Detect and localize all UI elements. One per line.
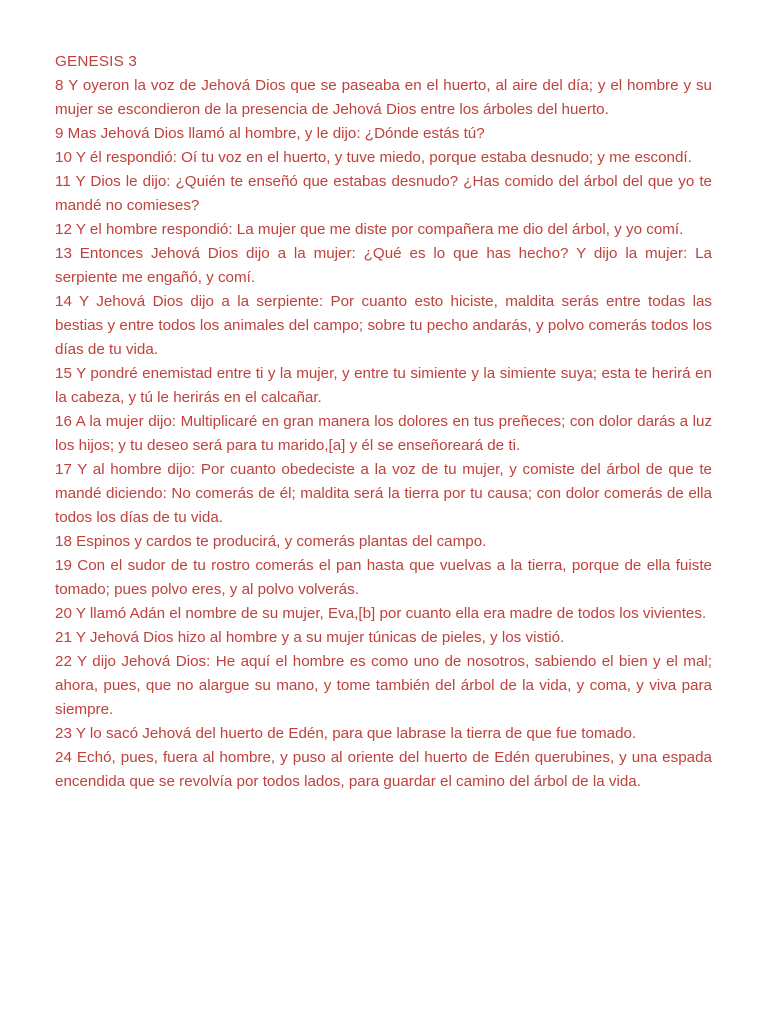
verse-13: 13 Entonces Jehová Dios dijo a la mujer: ¿Qué es lo que has hecho? Y dijo la mujer: La serpiente me engañó, y comí. <box>55 245 712 286</box>
verse-17: 17 Y al hombre dijo: Por cuanto obedeciste a la voz de tu mujer, y comiste del árbol de que te mandé diciendo: No comerás de él; maldita será la tierra por tu causa; con dolor comerás de ella todos los días de tu vida. <box>55 461 712 526</box>
verse-19: 19 Con el sudor de tu rostro comerás el pan hasta que vuelvas a la tierra, porque de ella fuiste tomado; pues polvo eres, y al polvo volverás. <box>55 557 712 598</box>
verse-21: 21 Y Jehová Dios hizo al hombre y a su mujer túnicas de pieles, y los vistió. <box>55 629 565 646</box>
document-page <box>55 50 712 794</box>
verse-18: 18 Espinos y cardos te producirá, y comerás plantas del campo. <box>55 533 487 550</box>
verse-15: 15 Y pondré enemistad entre ti y la mujer, y entre tu simiente y la simiente suya; esta te herirá en la cabeza, y tú le herirás en el calcañar. <box>55 365 712 406</box>
verse-14: 14 Y Jehová Dios dijo a la serpiente: Por cuanto esto hiciste, maldita serás entre todas las bestias y entre todos los animales del campo; sobre tu pecho andarás, y polvo comerás todos los días de tu vida. <box>55 293 712 358</box>
verse-24: 24 Echó, pues, fuera al hombre, y puso al oriente del huerto de Edén querubines, y una espada encendida que se revolvía por todos lados, para guardar el camino del árbol de la vida. <box>55 749 712 790</box>
verse-20: 20 Y llamó Adán el nombre de su mujer, Eva,[b] por cuanto ella era madre de todos los vivientes. <box>55 605 707 622</box>
verse-12: 12 Y el hombre respondió: La mujer que me diste por compañera me dio del árbol, y yo comí. <box>55 221 684 238</box>
verse-8: 8 Y oyeron la voz de Jehová Dios que se paseaba en el huerto, al aire del día; y el hombre y su mujer se escondieron de la presencia de Jehová Dios entre los árboles del huerto. <box>55 77 712 118</box>
chapter-title: GENESIS 3 <box>55 53 137 70</box>
verse-9: 9 Mas Jehová Dios llamó al hombre, y le dijo: ¿Dónde estás tú? <box>55 125 485 142</box>
verse-10: 10 Y él respondió: Oí tu voz en el huerto, y tuve miedo, porque estaba desnudo; y me escondí. <box>55 149 692 166</box>
verse-16: 16 A la mujer dijo: Multiplicaré en gran manera los dolores en tus preñeces; con dolor darás a luz los hijos; y tu deseo será para tu marido,[a] y él se enseñoreará de ti. <box>55 413 712 454</box>
verse-22: 22 Y dijo Jehová Dios: He aquí el hombre es como uno de nosotros, sabiendo el bien y el mal; ahora, pues, que no alargue su mano, y tome también del árbol de la vida, y coma, y viva para siempre. <box>55 653 712 718</box>
verse-23: 23 Y lo sacó Jehová del huerto de Edén, para que labrase la tierra de que fue tomado. <box>55 725 637 742</box>
verse-11: 11 Y Dios le dijo: ¿Quién te enseñó que estabas desnudo? ¿Has comido del árbol del que yo te mandé no comieses? <box>55 173 712 214</box>
